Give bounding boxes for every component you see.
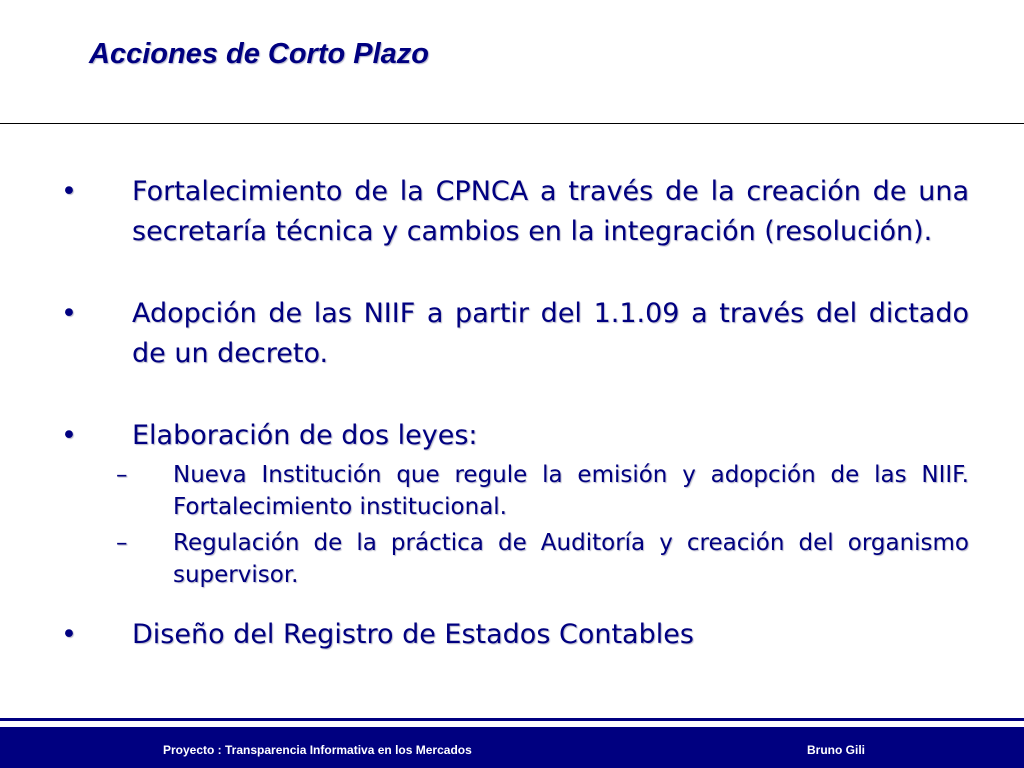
sub-bullet-marker: – xyxy=(116,462,128,488)
bullet-item xyxy=(56,172,969,252)
bullet-text: Elaboración de dos leyes: xyxy=(132,420,478,451)
sub-bullet-marker: – xyxy=(116,530,128,556)
title-divider xyxy=(0,123,1024,124)
bullet-marker: • xyxy=(61,619,77,650)
slide-title: Acciones de Corto Plazo xyxy=(89,38,430,70)
bullet-text: Fortalecimiento de la CPNCA a través de la creación de una secretaría técnica y cambios en la integración (resolución). xyxy=(132,176,969,247)
bullet-text: Adopción de las NIIF a partir del 1.1.09 a través del dictado de un decreto. xyxy=(132,298,969,369)
bullet-marker: • xyxy=(61,298,77,329)
sub-bullet-text: Nueva Institución que regule la emisión y adopción de las NIIF. Fortalecimiento institucional. xyxy=(173,462,969,520)
bullet-item xyxy=(56,294,969,374)
bullet-text: Diseño del Registro de Estados Contables xyxy=(132,619,694,650)
bullet-list xyxy=(56,172,969,655)
bullet-marker: • xyxy=(61,420,77,451)
sub-bullet-list xyxy=(56,459,969,591)
footer-bar xyxy=(0,727,1024,768)
bullet-marker: • xyxy=(61,176,77,207)
bullet-item xyxy=(56,416,969,456)
sub-bullet-text: Regulación de la práctica de Auditoría y creación del organismo supervisor. xyxy=(173,530,969,588)
sub-bullet-item xyxy=(56,527,969,591)
footer-project-label: Proyecto : Transparencia Informativa en los Mercados xyxy=(163,743,472,757)
footer-divider xyxy=(0,718,1024,721)
bullet-item xyxy=(56,615,969,655)
sub-bullet-item xyxy=(56,459,969,523)
footer-author-label: Bruno Gili xyxy=(807,743,865,757)
